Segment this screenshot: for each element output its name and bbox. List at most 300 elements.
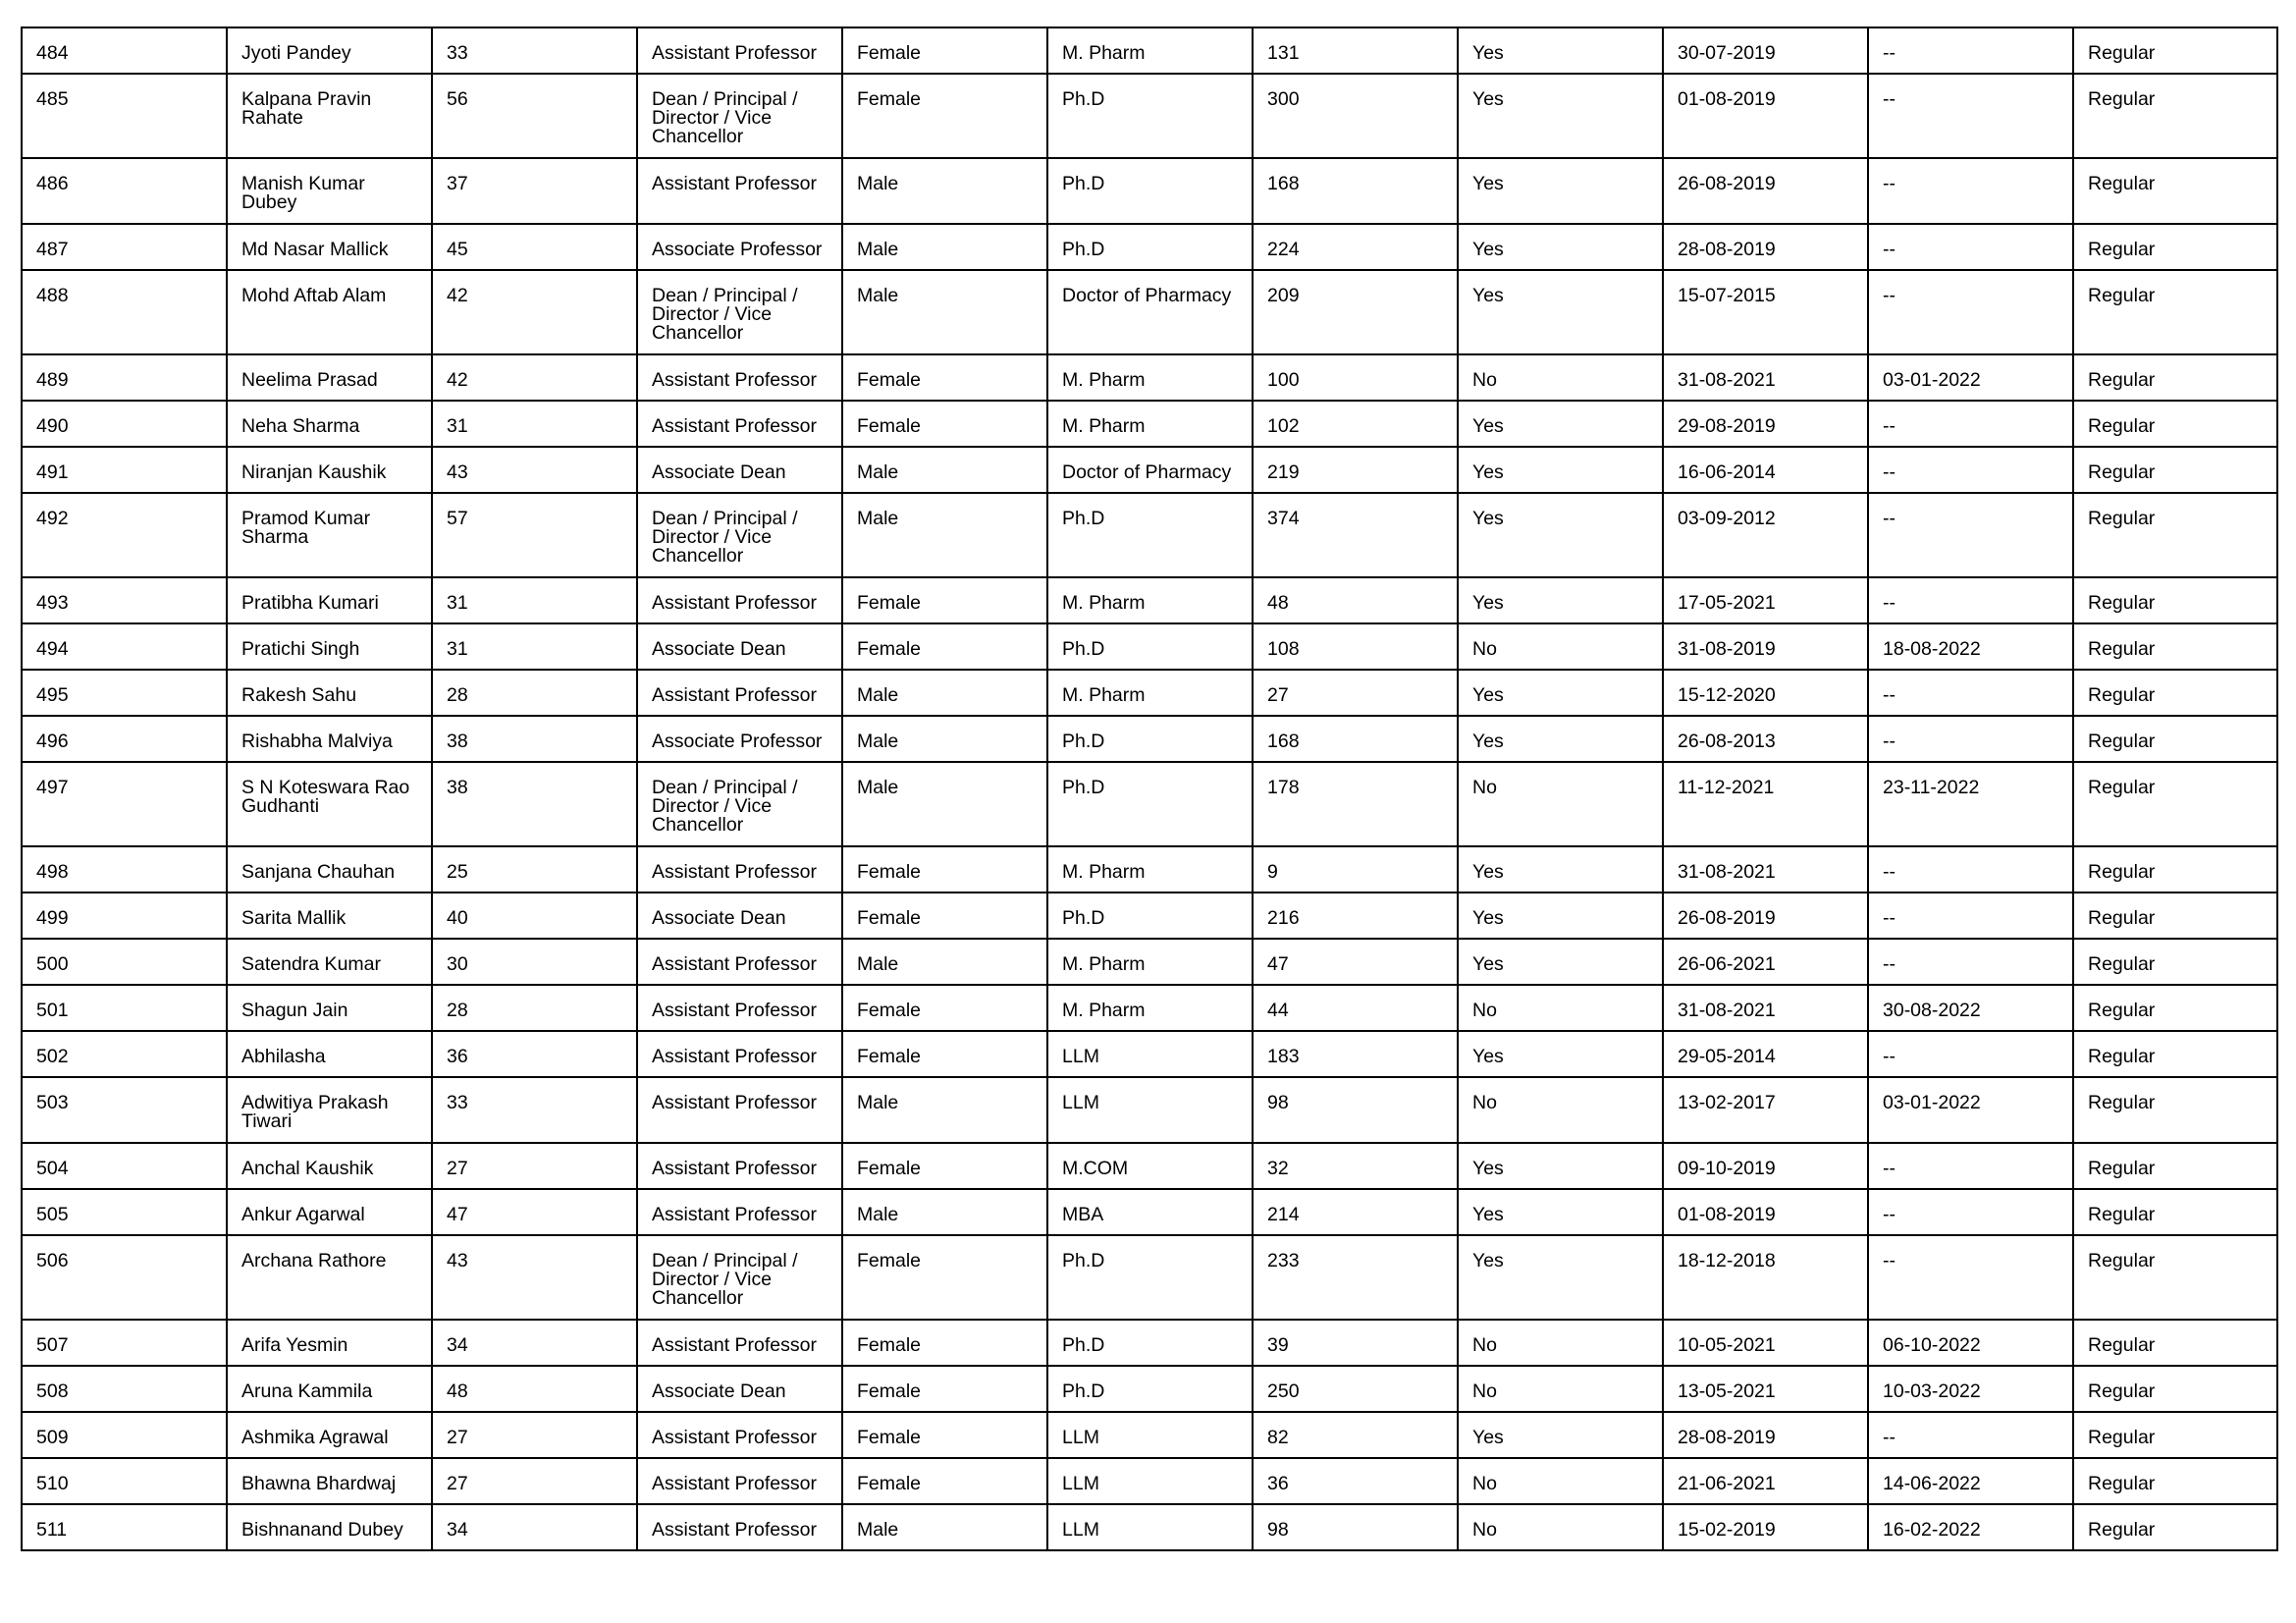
- cell-text: 490: [36, 415, 69, 437]
- table-row: [22, 716, 2277, 762]
- gender-cell: [842, 224, 1047, 270]
- cell-text: Ph.D: [1062, 907, 1105, 929]
- cell-text: Yes: [1472, 461, 1504, 483]
- serial-number-cell: [22, 158, 227, 224]
- leaving-date-cell: [1868, 985, 2073, 1031]
- cell-text: Female: [857, 88, 922, 110]
- leaving-date-cell: [1868, 893, 2073, 939]
- cell-text: Ph.D: [1062, 239, 1105, 260]
- cell-text: 168: [1267, 730, 1300, 752]
- serial-number-cell: [22, 447, 227, 493]
- designation-cell: [637, 1031, 842, 1077]
- leaving-date-cell: [1868, 447, 2073, 493]
- cell-text: 30: [447, 953, 468, 975]
- cell-text: Adwitiya Prakash Tiwari: [241, 1092, 389, 1132]
- cell-text: --: [1883, 173, 1896, 194]
- faculty-name-cell: [227, 1189, 432, 1235]
- appointment-type-cell: [2073, 1412, 2277, 1458]
- cell-text: 489: [36, 369, 69, 391]
- cell-text: 82: [1267, 1427, 1289, 1448]
- cell-text: Yes: [1472, 861, 1504, 883]
- cell-text: 03-01-2022: [1883, 369, 1981, 391]
- cell-text: 06-10-2022: [1883, 1334, 1981, 1356]
- gender-cell: [842, 493, 1047, 577]
- cell-text: Female: [857, 415, 922, 437]
- appointment-type-cell: [2073, 224, 2277, 270]
- cell-text: 485: [36, 88, 69, 110]
- joining-date-cell: [1663, 1189, 1868, 1235]
- cell-text: 300: [1267, 88, 1300, 110]
- designation-cell: [637, 1412, 842, 1458]
- experience-months-cell: [1253, 354, 1458, 401]
- faculty-name-cell: [227, 1031, 432, 1077]
- qualification-cell: [1047, 1504, 1253, 1550]
- cell-text: Regular: [2088, 1158, 2156, 1179]
- cell-text: Associate Dean: [652, 1380, 786, 1402]
- joining-date-cell: [1663, 1235, 1868, 1320]
- cell-text: Archana Rathore: [241, 1250, 387, 1271]
- cell-text: Regular: [2088, 239, 2156, 260]
- cell-text: --: [1883, 730, 1896, 752]
- age-cell: [432, 1235, 637, 1320]
- cell-text: --: [1883, 1158, 1896, 1179]
- currently-associated-cell: [1458, 1320, 1663, 1366]
- serial-number-cell: [22, 1143, 227, 1189]
- cell-text: Dean / Principal / Director / Vice Chancellor: [652, 777, 798, 836]
- cell-text: Regular: [2088, 1519, 2156, 1541]
- joining-date-cell: [1663, 1077, 1868, 1143]
- age-cell: [432, 1143, 637, 1189]
- currently-associated-cell: [1458, 577, 1663, 623]
- cell-text: 216: [1267, 907, 1300, 929]
- cell-text: 16-02-2022: [1883, 1519, 1981, 1541]
- designation-cell: [637, 846, 842, 893]
- joining-date-cell: [1663, 623, 1868, 670]
- cell-text: Assistant Professor: [652, 1204, 817, 1225]
- cell-text: 486: [36, 173, 69, 194]
- cell-text: No: [1472, 638, 1497, 660]
- currently-associated-cell: [1458, 670, 1663, 716]
- cell-text: 56: [447, 88, 468, 110]
- experience-months-cell: [1253, 224, 1458, 270]
- age-cell: [432, 762, 637, 846]
- cell-text: 18-12-2018: [1678, 1250, 1776, 1271]
- cell-text: 98: [1267, 1092, 1289, 1113]
- cell-text: 33: [447, 1092, 468, 1113]
- cell-text: Assistant Professor: [652, 1473, 817, 1494]
- cell-text: 505: [36, 1204, 69, 1225]
- cell-text: 29-08-2019: [1678, 415, 1776, 437]
- joining-date-cell: [1663, 224, 1868, 270]
- serial-number-cell: [22, 270, 227, 354]
- table-row: [22, 1143, 2277, 1189]
- cell-text: Female: [857, 42, 922, 64]
- cell-text: Regular: [2088, 1000, 2156, 1021]
- cell-text: Dean / Principal / Director / Vice Chancellor: [652, 88, 798, 147]
- qualification-cell: [1047, 158, 1253, 224]
- cell-text: Regular: [2088, 415, 2156, 437]
- cell-text: Female: [857, 592, 922, 614]
- table-row: [22, 270, 2277, 354]
- cell-text: LLM: [1062, 1473, 1099, 1494]
- table-row: [22, 1504, 2277, 1550]
- cell-text: LLM: [1062, 1092, 1099, 1113]
- faculty-name-cell: [227, 401, 432, 447]
- cell-text: Bishnanand Dubey: [241, 1519, 403, 1541]
- cell-text: 492: [36, 508, 69, 529]
- designation-cell: [637, 1077, 842, 1143]
- cell-text: Anchal Kaushik: [241, 1158, 374, 1179]
- designation-cell: [637, 158, 842, 224]
- joining-date-cell: [1663, 762, 1868, 846]
- gender-cell: [842, 74, 1047, 158]
- currently-associated-cell: [1458, 354, 1663, 401]
- age-cell: [432, 985, 637, 1031]
- appointment-type-cell: [2073, 401, 2277, 447]
- cell-text: Md Nasar Mallick: [241, 239, 389, 260]
- cell-text: 13-05-2021: [1678, 1380, 1776, 1402]
- gender-cell: [842, 1320, 1047, 1366]
- cell-text: Regular: [2088, 1473, 2156, 1494]
- cell-text: Sanjana Chauhan: [241, 861, 396, 883]
- experience-months-cell: [1253, 893, 1458, 939]
- cell-text: Satendra Kumar: [241, 953, 381, 975]
- experience-months-cell: [1253, 1320, 1458, 1366]
- designation-cell: [637, 716, 842, 762]
- cell-text: Ph.D: [1062, 777, 1105, 798]
- cell-text: 506: [36, 1250, 69, 1271]
- experience-months-cell: [1253, 1189, 1458, 1235]
- faculty-name-cell: [227, 623, 432, 670]
- cell-text: Associate Dean: [652, 638, 786, 660]
- cell-text: No: [1472, 1000, 1497, 1021]
- gender-cell: [842, 985, 1047, 1031]
- leaving-date-cell: [1868, 158, 2073, 224]
- cell-text: 28-08-2019: [1678, 239, 1776, 260]
- experience-months-cell: [1253, 74, 1458, 158]
- serial-number-cell: [22, 493, 227, 577]
- appointment-type-cell: [2073, 270, 2277, 354]
- cell-text: M. Pharm: [1062, 42, 1146, 64]
- faculty-name-cell: [227, 1504, 432, 1550]
- currently-associated-cell: [1458, 762, 1663, 846]
- cell-text: Regular: [2088, 461, 2156, 483]
- cell-text: 183: [1267, 1046, 1300, 1067]
- cell-text: 10-05-2021: [1678, 1334, 1776, 1356]
- cell-text: 17-05-2021: [1678, 592, 1776, 614]
- cell-text: 28: [447, 684, 468, 706]
- cell-text: 178: [1267, 777, 1300, 798]
- leaving-date-cell: [1868, 1320, 2073, 1366]
- serial-number-cell: [22, 27, 227, 74]
- faculty-name-cell: [227, 158, 432, 224]
- cell-text: M. Pharm: [1062, 953, 1146, 975]
- cell-text: Assistant Professor: [652, 1519, 817, 1541]
- qualification-cell: [1047, 74, 1253, 158]
- cell-text: 13-02-2017: [1678, 1092, 1776, 1113]
- cell-text: Assistant Professor: [652, 415, 817, 437]
- designation-cell: [637, 224, 842, 270]
- table-row: [22, 1366, 2277, 1412]
- leaving-date-cell: [1868, 270, 2073, 354]
- cell-text: Regular: [2088, 1250, 2156, 1271]
- cell-text: Dean / Principal / Director / Vice Chancellor: [652, 1250, 798, 1309]
- cell-text: Assistant Professor: [652, 592, 817, 614]
- cell-text: 28: [447, 1000, 468, 1021]
- cell-text: --: [1883, 861, 1896, 883]
- currently-associated-cell: [1458, 493, 1663, 577]
- faculty-name-cell: [227, 893, 432, 939]
- cell-text: Regular: [2088, 638, 2156, 660]
- appointment-type-cell: [2073, 1504, 2277, 1550]
- cell-text: Regular: [2088, 285, 2156, 306]
- leaving-date-cell: [1868, 623, 2073, 670]
- cell-text: 98: [1267, 1519, 1289, 1541]
- gender-cell: [842, 1504, 1047, 1550]
- cell-text: 44: [1267, 1000, 1289, 1021]
- designation-cell: [637, 401, 842, 447]
- appointment-type-cell: [2073, 1077, 2277, 1143]
- designation-cell: [637, 354, 842, 401]
- cell-text: --: [1883, 285, 1896, 306]
- age-cell: [432, 1189, 637, 1235]
- leaving-date-cell: [1868, 1031, 2073, 1077]
- designation-cell: [637, 1320, 842, 1366]
- cell-text: Female: [857, 369, 922, 391]
- currently-associated-cell: [1458, 623, 1663, 670]
- age-cell: [432, 354, 637, 401]
- qualification-cell: [1047, 1320, 1253, 1366]
- cell-text: Yes: [1472, 953, 1504, 975]
- age-cell: [432, 1412, 637, 1458]
- joining-date-cell: [1663, 447, 1868, 493]
- faculty-name-cell: [227, 27, 432, 74]
- cell-text: Yes: [1472, 42, 1504, 64]
- table-row: [22, 1077, 2277, 1143]
- cell-text: 28-08-2019: [1678, 1427, 1776, 1448]
- cell-text: 224: [1267, 239, 1300, 260]
- age-cell: [432, 1458, 637, 1504]
- designation-cell: [637, 670, 842, 716]
- gender-cell: [842, 447, 1047, 493]
- cell-text: 26-06-2021: [1678, 953, 1776, 975]
- joining-date-cell: [1663, 1143, 1868, 1189]
- cell-text: 504: [36, 1158, 69, 1179]
- cell-text: Yes: [1472, 1250, 1504, 1271]
- gender-cell: [842, 27, 1047, 74]
- experience-months-cell: [1253, 1504, 1458, 1550]
- cell-text: --: [1883, 42, 1896, 64]
- cell-text: 507: [36, 1334, 69, 1356]
- joining-date-cell: [1663, 670, 1868, 716]
- designation-cell: [637, 27, 842, 74]
- age-cell: [432, 1504, 637, 1550]
- experience-months-cell: [1253, 27, 1458, 74]
- cell-text: 510: [36, 1473, 69, 1494]
- cell-text: Yes: [1472, 239, 1504, 260]
- cell-text: 31: [447, 415, 468, 437]
- leaving-date-cell: [1868, 1143, 2073, 1189]
- appointment-type-cell: [2073, 716, 2277, 762]
- cell-text: Assistant Professor: [652, 953, 817, 975]
- joining-date-cell: [1663, 577, 1868, 623]
- currently-associated-cell: [1458, 27, 1663, 74]
- cell-text: 32: [1267, 1158, 1289, 1179]
- experience-months-cell: [1253, 270, 1458, 354]
- cell-text: Associate Dean: [652, 461, 786, 483]
- cell-text: Assistant Professor: [652, 173, 817, 194]
- table-row: [22, 670, 2277, 716]
- cell-text: Female: [857, 1000, 922, 1021]
- leaving-date-cell: [1868, 224, 2073, 270]
- serial-number-cell: [22, 74, 227, 158]
- cell-text: Shagun Jain: [241, 1000, 348, 1021]
- qualification-cell: [1047, 939, 1253, 985]
- designation-cell: [637, 447, 842, 493]
- cell-text: 10-03-2022: [1883, 1380, 1981, 1402]
- cell-text: 21-06-2021: [1678, 1473, 1776, 1494]
- cell-text: Female: [857, 1427, 922, 1448]
- cell-text: Regular: [2088, 508, 2156, 529]
- joining-date-cell: [1663, 493, 1868, 577]
- cell-text: Ph.D: [1062, 508, 1105, 529]
- qualification-cell: [1047, 623, 1253, 670]
- cell-text: Male: [857, 239, 899, 260]
- age-cell: [432, 623, 637, 670]
- appointment-type-cell: [2073, 985, 2277, 1031]
- serial-number-cell: [22, 985, 227, 1031]
- gender-cell: [842, 1458, 1047, 1504]
- cell-text: --: [1883, 953, 1896, 975]
- serial-number-cell: [22, 1031, 227, 1077]
- cell-text: Associate Dean: [652, 907, 786, 929]
- designation-cell: [637, 623, 842, 670]
- joining-date-cell: [1663, 74, 1868, 158]
- experience-months-cell: [1253, 493, 1458, 577]
- cell-text: 47: [1267, 953, 1289, 975]
- cell-text: Neelima Prasad: [241, 369, 378, 391]
- currently-associated-cell: [1458, 939, 1663, 985]
- faculty-name-cell: [227, 762, 432, 846]
- faculty-table: [21, 27, 2278, 1551]
- cell-text: 43: [447, 1250, 468, 1271]
- currently-associated-cell: [1458, 1412, 1663, 1458]
- qualification-cell: [1047, 985, 1253, 1031]
- experience-months-cell: [1253, 401, 1458, 447]
- table-row: [22, 893, 2277, 939]
- faculty-name-cell: [227, 354, 432, 401]
- cell-text: Yes: [1472, 1204, 1504, 1225]
- cell-text: 27: [1267, 684, 1289, 706]
- gender-cell: [842, 1366, 1047, 1412]
- experience-months-cell: [1253, 762, 1458, 846]
- cell-text: Ph.D: [1062, 638, 1105, 660]
- experience-months-cell: [1253, 1031, 1458, 1077]
- leaving-date-cell: [1868, 27, 2073, 74]
- qualification-cell: [1047, 670, 1253, 716]
- table-row: [22, 224, 2277, 270]
- cell-text: Yes: [1472, 285, 1504, 306]
- cell-text: 01-08-2019: [1678, 1204, 1776, 1225]
- cell-text: Ph.D: [1062, 1380, 1105, 1402]
- currently-associated-cell: [1458, 224, 1663, 270]
- experience-months-cell: [1253, 1366, 1458, 1412]
- faculty-name-cell: [227, 985, 432, 1031]
- cell-text: 27: [447, 1158, 468, 1179]
- serial-number-cell: [22, 577, 227, 623]
- cell-text: 38: [447, 777, 468, 798]
- joining-date-cell: [1663, 158, 1868, 224]
- cell-text: 31-08-2021: [1678, 1000, 1776, 1021]
- experience-months-cell: [1253, 577, 1458, 623]
- experience-months-cell: [1253, 158, 1458, 224]
- cell-text: Female: [857, 1158, 922, 1179]
- currently-associated-cell: [1458, 1504, 1663, 1550]
- experience-months-cell: [1253, 1458, 1458, 1504]
- cell-text: 374: [1267, 508, 1300, 529]
- cell-text: 493: [36, 592, 69, 614]
- cell-text: Doctor of Pharmacy: [1062, 461, 1232, 483]
- designation-cell: [637, 893, 842, 939]
- cell-text: --: [1883, 239, 1896, 260]
- cell-text: 26-08-2013: [1678, 730, 1776, 752]
- age-cell: [432, 401, 637, 447]
- designation-cell: [637, 1366, 842, 1412]
- serial-number-cell: [22, 401, 227, 447]
- cell-text: 496: [36, 730, 69, 752]
- cell-text: Yes: [1472, 508, 1504, 529]
- cell-text: 42: [447, 369, 468, 391]
- cell-text: 499: [36, 907, 69, 929]
- faculty-name-cell: [227, 1412, 432, 1458]
- cell-text: Female: [857, 1250, 922, 1271]
- cell-text: Regular: [2088, 953, 2156, 975]
- experience-months-cell: [1253, 1412, 1458, 1458]
- qualification-cell: [1047, 893, 1253, 939]
- cell-text: 03-01-2022: [1883, 1092, 1981, 1113]
- leaving-date-cell: [1868, 846, 2073, 893]
- cell-text: --: [1883, 508, 1896, 529]
- cell-text: 31-08-2021: [1678, 369, 1776, 391]
- cell-text: 34: [447, 1519, 468, 1541]
- table-row: [22, 27, 2277, 74]
- cell-text: Doctor of Pharmacy: [1062, 285, 1232, 306]
- faculty-name-cell: [227, 846, 432, 893]
- cell-text: Yes: [1472, 684, 1504, 706]
- currently-associated-cell: [1458, 401, 1663, 447]
- cell-text: Yes: [1472, 88, 1504, 110]
- cell-text: Male: [857, 285, 899, 306]
- serial-number-cell: [22, 1504, 227, 1550]
- designation-cell: [637, 270, 842, 354]
- cell-text: 26-08-2019: [1678, 907, 1776, 929]
- cell-text: MBA: [1062, 1204, 1104, 1225]
- currently-associated-cell: [1458, 893, 1663, 939]
- appointment-type-cell: [2073, 74, 2277, 158]
- cell-text: Female: [857, 907, 922, 929]
- faculty-name-cell: [227, 577, 432, 623]
- cell-text: 27: [447, 1473, 468, 1494]
- joining-date-cell: [1663, 939, 1868, 985]
- appointment-type-cell: [2073, 846, 2277, 893]
- cell-text: 48: [447, 1380, 468, 1402]
- cell-text: Regular: [2088, 1334, 2156, 1356]
- cell-text: Pratibha Kumari: [241, 592, 379, 614]
- cell-text: 39: [1267, 1334, 1289, 1356]
- age-cell: [432, 1077, 637, 1143]
- cell-text: Manish Kumar Dubey: [241, 173, 365, 213]
- qualification-cell: [1047, 716, 1253, 762]
